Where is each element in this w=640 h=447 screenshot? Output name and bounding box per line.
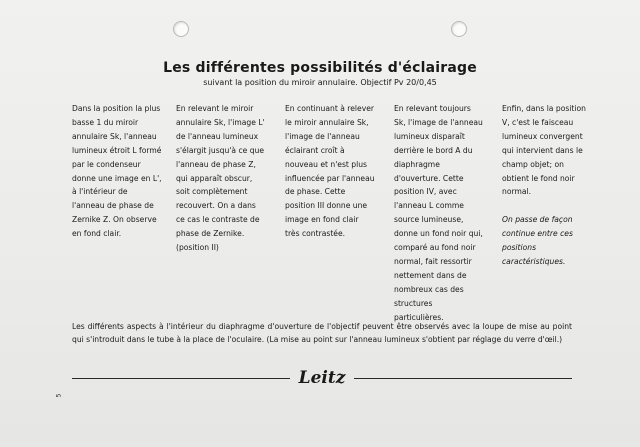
page-number: 5 bbox=[55, 393, 63, 398]
text-column-2 bbox=[176, 102, 266, 255]
punch-hole-left bbox=[173, 21, 189, 37]
column-text: En relevant toujours Sk, l'image de l'anneau lumineux disparaît derrière le bord A du diaphragme d'ouverture. Cette position IV, avec l'anneau L comme source lumineuse, donne un fond noir qui, comparé au fond noir normal, fait ressortir nettement dans de nombreux cas des structures particulières. bbox=[394, 104, 483, 322]
footer-paragraph: Les différents aspects à l'intérieur du diaphragme d'ouverture de l'objectif peuvent être observés avec la loupe de mise au point qui s'introduit dans le tube à la place de l'oculaire. (La mise au point sur l'anneau lumineux s'obtient par réglage du verre d'œil.) bbox=[72, 322, 572, 344]
column-text: Dans la position la plus basse 1 du miroir annulaire Sk, l'anneau lumineux étroit L formé par le condenseur donne une image en L', à l'intérieur de l'anneau de phase de Zernike Z. On observe en fond clair. bbox=[72, 104, 162, 239]
column-text: Enfin, dans la position V, c'est le faisceau lumineux convergent qui intervient dans le champ objet; on obtient le fond noir normal. bbox=[502, 104, 586, 197]
footer-rule-left bbox=[72, 378, 290, 379]
footer-rule-right bbox=[354, 378, 572, 379]
text-column-1 bbox=[72, 102, 162, 241]
page-title: Les différentes possibilités d'éclairage bbox=[163, 60, 477, 76]
leitz-logo: Leitz bbox=[298, 368, 346, 388]
text-column-3 bbox=[285, 102, 375, 241]
column-text: En relevant le miroir annulaire Sk, l'image L' de l'anneau lumineux s'élargit jusqu'à ce que l'anneau de phase Z, qui apparaît obscur, soit complètement recouvert. On a dans ce cas le contraste de phase de Zernike. (position II) bbox=[176, 104, 265, 253]
text-column-4 bbox=[394, 102, 484, 325]
column-note: On passe de façon continue entre ces positions caractéristiques. bbox=[502, 215, 573, 267]
page-subtitle: suivant la position du miroir annulaire. Objectif Pv 20/0,45 bbox=[203, 78, 437, 87]
text-column-5 bbox=[502, 102, 592, 269]
column-text: En continuant à relever le miroir annulaire Sk, l'image de l'anneau éclairant croît à nouveau et n'est plus influencée par l'anneau de phase. Cette position III donne une image en fond clair très contrastée. bbox=[285, 104, 375, 239]
punch-hole-right bbox=[451, 21, 467, 37]
